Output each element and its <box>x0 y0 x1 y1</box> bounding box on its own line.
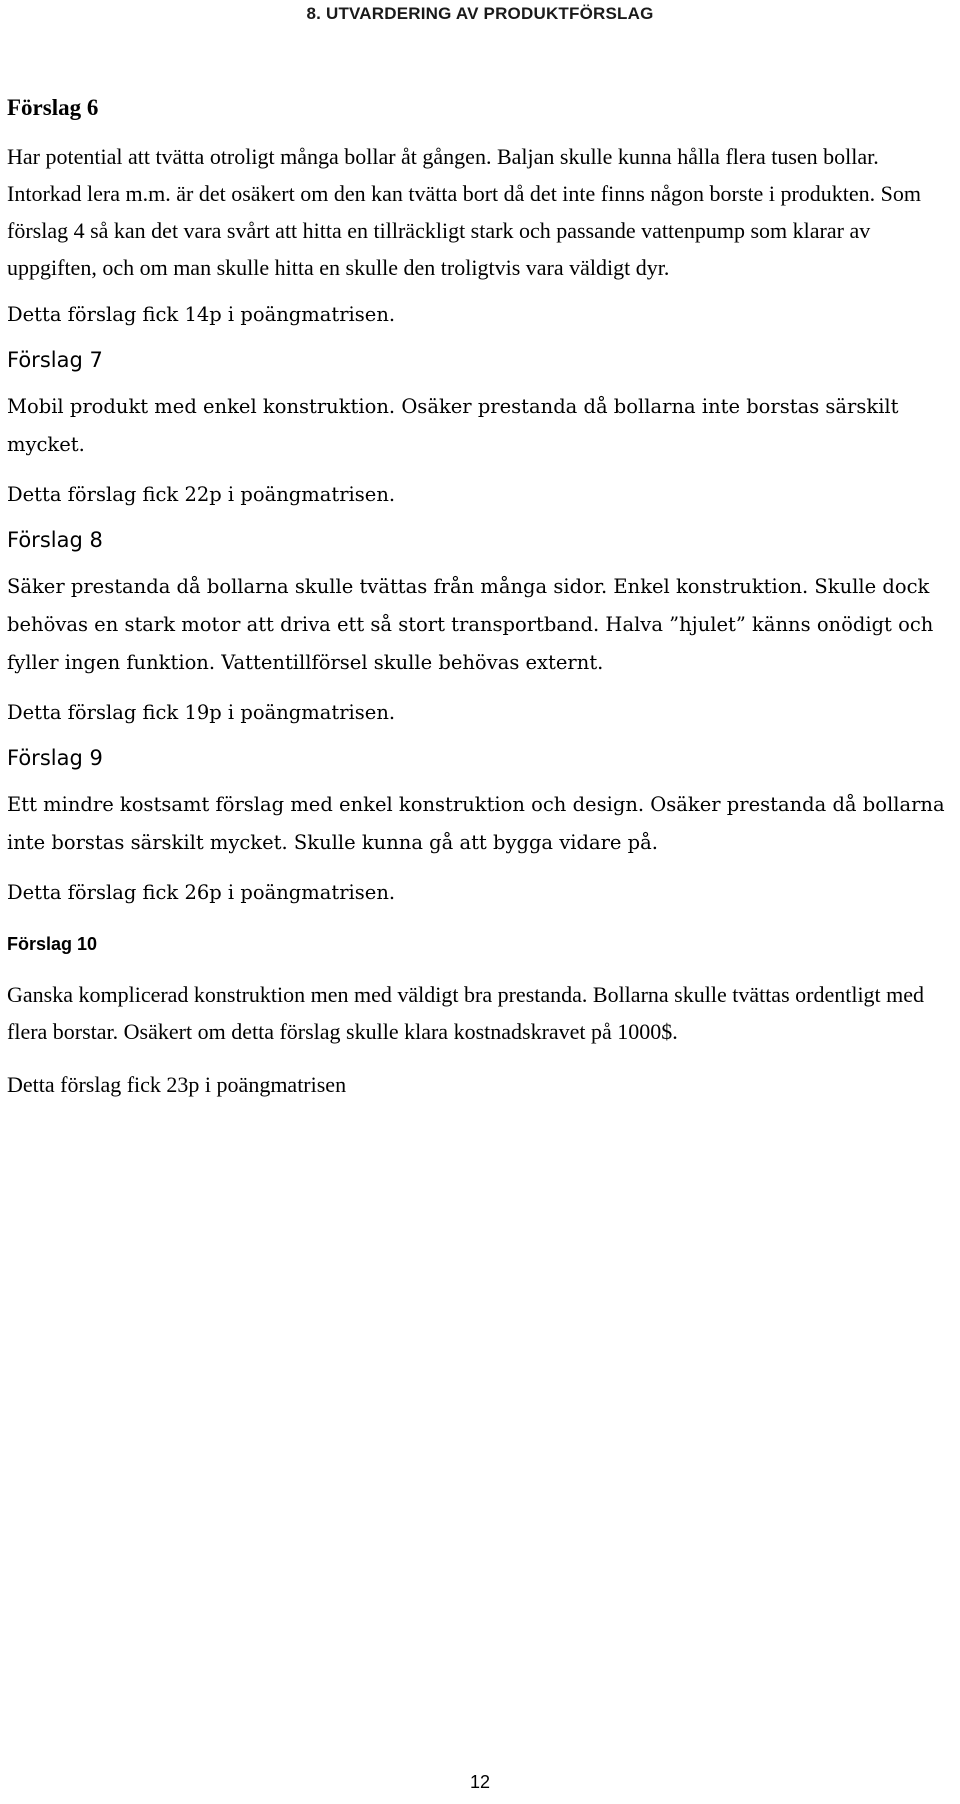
section-score: Detta förslag fick 23p i poängmatrisen <box>7 1072 347 1097</box>
section-score: Detta förslag fick 22p i poängmatrisen. <box>7 483 396 506</box>
section-body: Ett mindre kostsamt förslag med enkel konstruktion och design. Osäker prestanda då bollarna inte borstas särskilt mycket. Skulle kunna gå att bygga vidare på. <box>7 793 945 854</box>
chapter-header: 8. UTVARDERING AV PRODUKTFÖRSLAG <box>306 4 654 23</box>
section-body: Säker prestanda då bollarna skulle tvättas från många sidor. Enkel konstruktion. Skulle dock behövas en stark motor att driva ett så stort transportband. Halva ”hjulet” känns onödigt och fyller ingen funktion. Vattentillförsel skulle behövas externt. <box>7 575 934 674</box>
section-score: Detta förslag fick 19p i poängmatrisen. <box>7 701 396 724</box>
section-heading: Förslag 9 <box>7 746 103 770</box>
page-number: 12 <box>469 1772 491 1792</box>
section-score: Detta förslag fick 14p i poängmatrisen. <box>7 303 396 326</box>
section-heading: Förslag 8 <box>7 528 103 552</box>
section-forslag-10 <box>7 928 953 1103</box>
document-body <box>7 92 953 1103</box>
section-body: Mobil produkt med enkel konstruktion. Osäker prestanda då bollarna inte borstas särskilt mycket. <box>7 395 899 456</box>
section-forslag-7 <box>7 344 953 514</box>
section-heading: Förslag 6 <box>7 95 99 120</box>
section-heading: Förslag 7 <box>7 348 103 372</box>
section-score: Detta förslag fick 26p i poängmatrisen. <box>7 881 396 904</box>
section-body: Ganska komplicerad konstruktion men med väldigt bra prestanda. Bollarna skulle tvättas ordentligt med flera borstar. Osäkert om detta förslag skulle klara kostnadskravet på 1000$. <box>7 982 925 1044</box>
section-body: Har potential att tvätta otroligt många bollar åt gången. Baljan skulle kunna hålla flera tusen bollar. Intorkad lera m.m. är det osäkert om den kan tvätta bort då det inte finns någon borste i produkten. Som förslag 4 så kan det vara svårt att hitta en tillräckligt stark och passande vattenpump som klarar av uppgiften, och om man skulle hitta en skulle den troligtvis vara väldigt dyr. <box>7 144 921 280</box>
section-heading: Förslag 10 <box>7 934 98 954</box>
section-forslag-6 <box>7 92 953 334</box>
section-forslag-8 <box>7 524 953 732</box>
section-forslag-9 <box>7 742 953 912</box>
